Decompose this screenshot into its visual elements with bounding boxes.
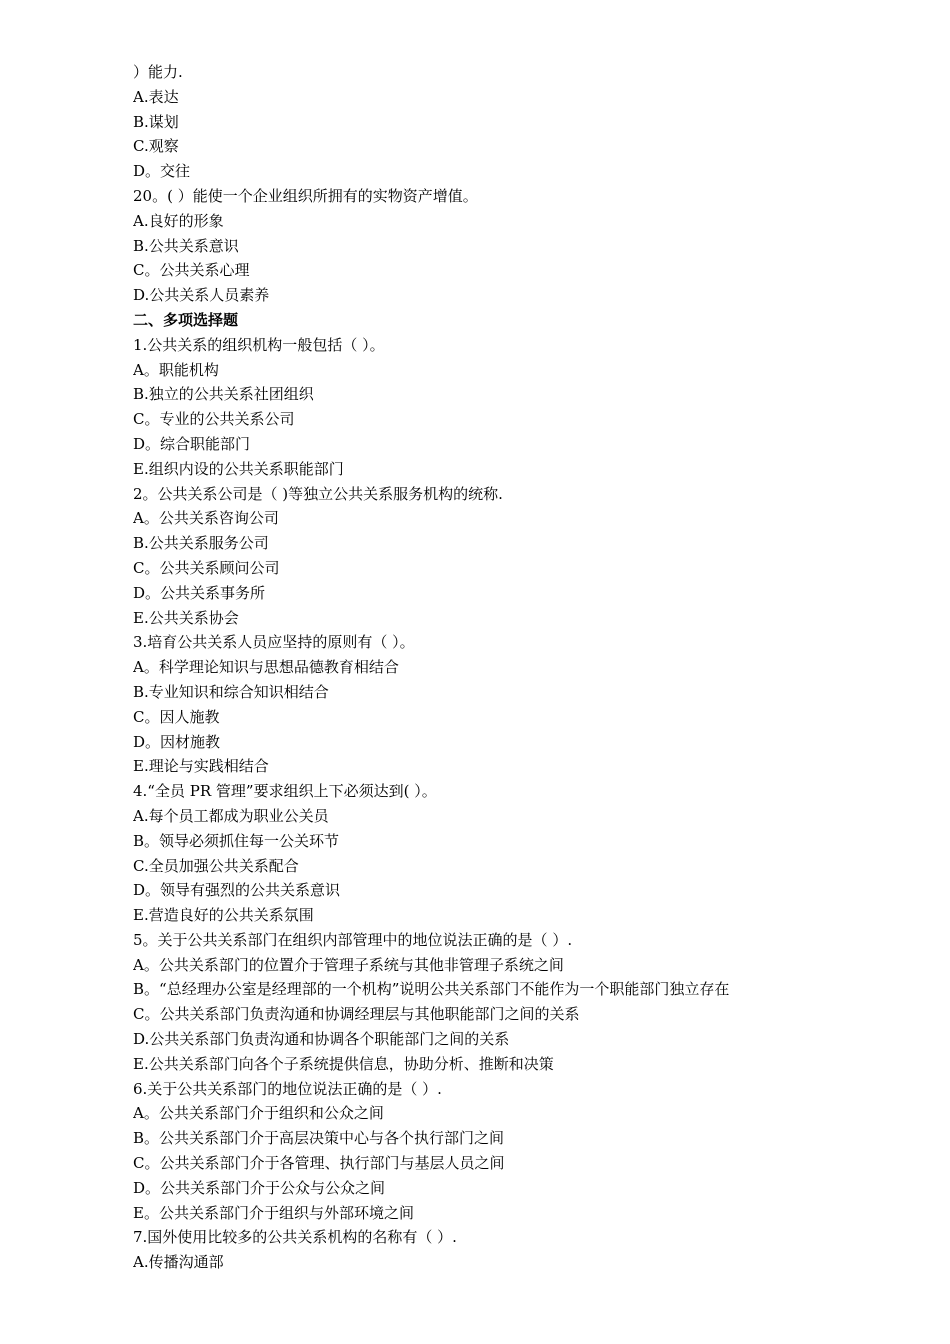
option-line: B。领导必须抓住每一公关环节 <box>133 831 340 850</box>
question-line: 20。( ）能使一个企业组织所拥有的实物资产增值。 <box>133 186 478 205</box>
option-line: E.营造良好的公共关系氛围 <box>133 906 314 925</box>
question-line: 3.培育公共关系人员应坚持的原则有（ ）。 <box>133 633 415 652</box>
option-line: C。公共关系部门介于各管理、执行部门与基层人员之间 <box>133 1154 505 1173</box>
option-line: C.全员加强公共关系配合 <box>133 856 299 875</box>
option-line: E.公共关系协会 <box>133 608 239 627</box>
option-line: D。综合职能部门 <box>133 434 251 453</box>
option-line: D。领导有强烈的公共关系意识 <box>133 881 341 900</box>
option-line: D。因材施教 <box>133 732 221 751</box>
option-line: E.组织内设的公共关系职能部门 <box>133 459 344 478</box>
option-line: D。交往 <box>133 162 191 181</box>
option-line: B.专业知识和综合知识相结合 <box>133 682 329 701</box>
option-line: B。“总经理办公室是经理部的一个机构”说明公共关系部门不能作为一个职能部门独立存在 <box>133 980 730 999</box>
option-line: C.观察 <box>133 137 179 156</box>
option-line: D。公共关系部门介于公众与公众之间 <box>133 1178 386 1197</box>
option-line: C。因人施教 <box>133 707 220 726</box>
option-line: A。公共关系部门介于组织和公众之间 <box>133 1104 384 1123</box>
option-line: B.独立的公共关系社团组织 <box>133 385 314 404</box>
option-line: A.表达 <box>133 87 179 106</box>
text-line: ）能力. <box>133 63 183 81</box>
option-line: C。公共关系部门负责沟通和协调经理层与其他职能部门之间的关系 <box>133 1005 580 1024</box>
option-line: B.公共关系服务公司 <box>133 534 269 553</box>
option-line: A。职能机构 <box>133 360 219 379</box>
option-line: A。公共关系部门的位置介于管理子系统与其他非管理子系统之间 <box>133 955 564 974</box>
option-line: E.公共关系部门向各个子系统提供信息，协助分析、推断和决策 <box>133 1054 554 1073</box>
option-line: A。公共关系咨询公司 <box>133 509 279 528</box>
option-line: C。公共关系顾问公司 <box>133 558 280 577</box>
option-line: B.谋划 <box>133 112 179 131</box>
option-line: B.公共关系意识 <box>133 236 239 255</box>
option-line: E.理论与实践相结合 <box>133 757 269 776</box>
option-line: C。专业的公共关系公司 <box>133 410 295 429</box>
option-line: A.传播沟通部 <box>133 1253 224 1272</box>
question-line: 5。关于公共关系部门在组织内部管理中的地位说法正确的是（ ）. <box>133 930 573 949</box>
option-line: A.良好的形象 <box>133 211 224 230</box>
option-line: C。公共关系心理 <box>133 261 250 280</box>
option-line: D.公共关系部门负责沟通和协调各个职能部门之间的关系 <box>133 1030 510 1049</box>
option-line: D.公共关系人员素养 <box>133 286 270 305</box>
option-line: E。公共关系部门介于组织与外部环境之间 <box>133 1203 414 1222</box>
option-line: B。公共关系部门介于高层决策中心与各个执行部门之间 <box>133 1129 505 1148</box>
question-line: 6.关于公共关系部门的地位说法正确的是（ ）. <box>133 1079 442 1098</box>
option-line: D。公共关系事务所 <box>133 583 266 602</box>
question-line: 4.“全员 PR 管理”要求组织上下必须达到( ）。 <box>133 782 437 801</box>
question-line: 1.公共关系的组织机构一般包括（ ）。 <box>133 335 385 354</box>
question-line: 7.国外使用比较多的公共关系机构的名称有（ ）. <box>133 1228 457 1247</box>
option-line: A.每个员工都成为职业公关员 <box>133 806 329 825</box>
question-line: 2。公共关系公司是（ )等独立公共关系服务机构的统称. <box>133 484 503 503</box>
option-line: A。科学理论知识与思想品德教育相结合 <box>133 658 399 677</box>
section-heading: 二、多项选择题 <box>133 310 239 329</box>
